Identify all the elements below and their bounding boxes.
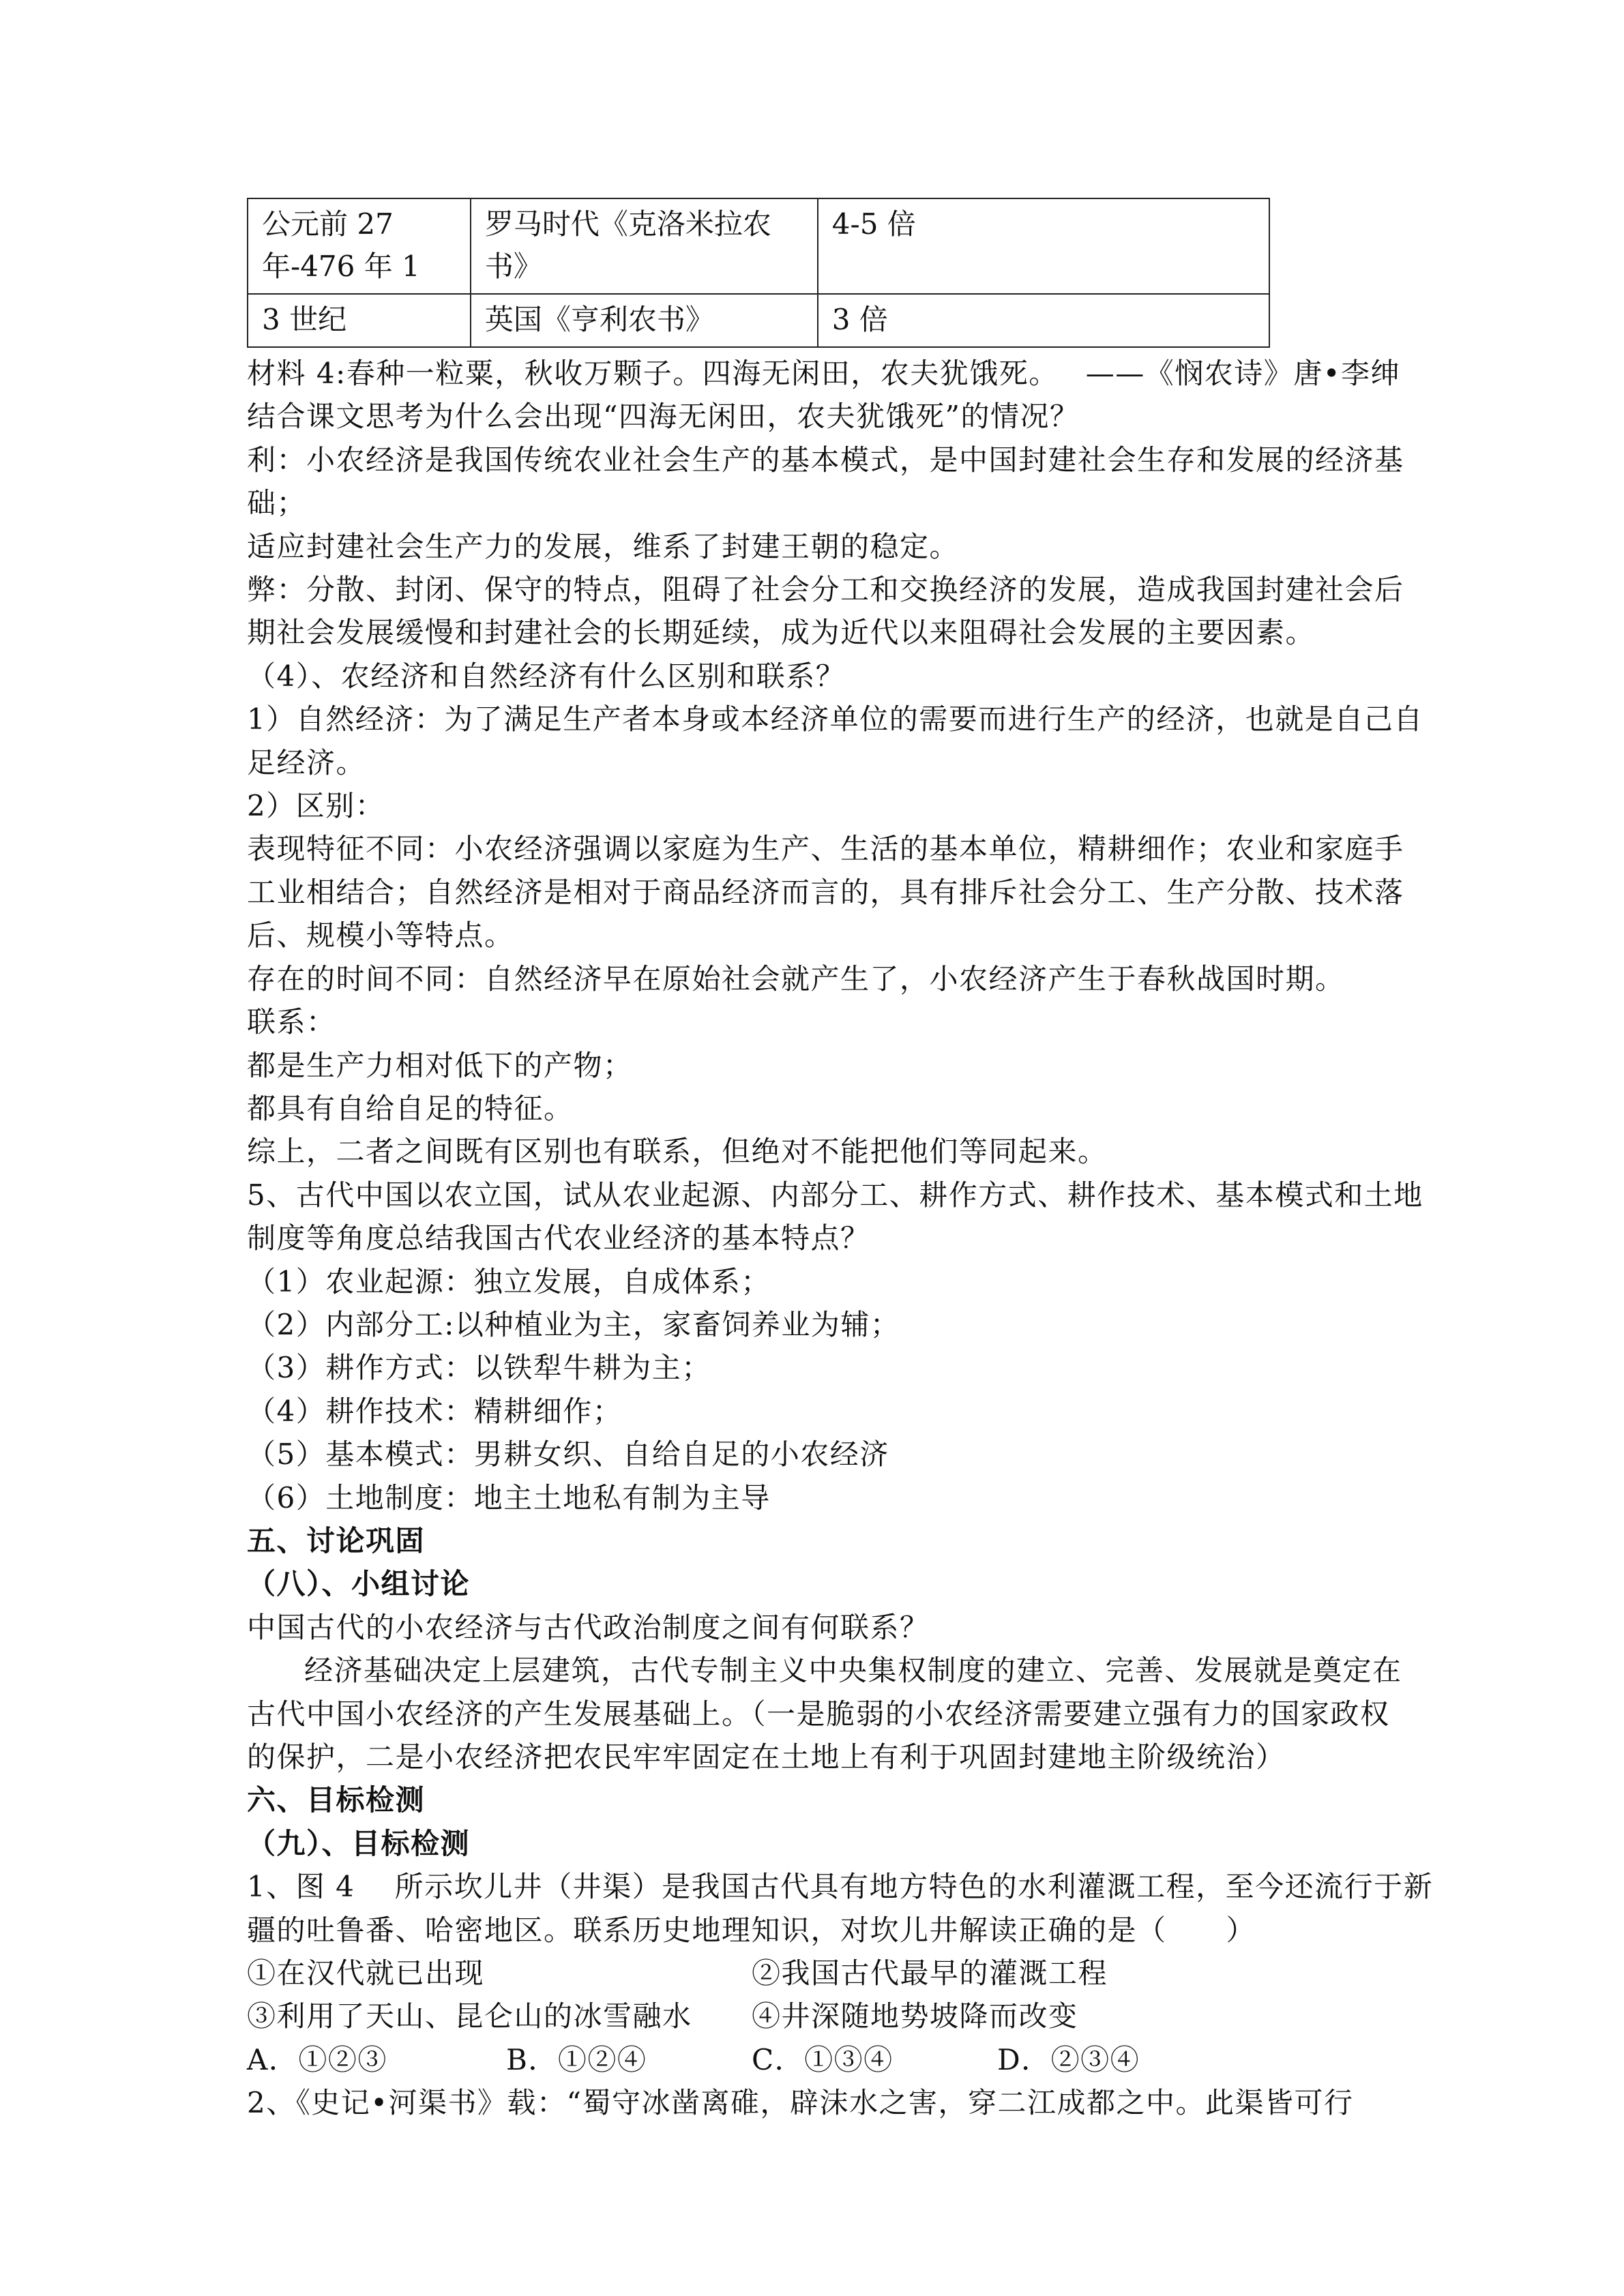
table-cell: 罗马时代《克洛米拉农书》 xyxy=(471,198,818,294)
text-line: 期社会发展缓慢和封建社会的长期延续，成为近代以来阻碍社会发展的主要因素。 xyxy=(247,616,1316,650)
text-line: 弊：分散、封闭、保守的特点，阻碍了社会分工和交换经济的发展，造成我国封建社会后 xyxy=(247,573,1404,607)
answer-choice: C．①③④ xyxy=(752,2042,894,2076)
text-line: 利：小农经济是我国传统农业社会生产的基本模式，是中国封建社会生存和发展的经济基 xyxy=(247,443,1404,477)
section-heading: 六、目标检测 xyxy=(247,1783,426,1817)
option-item: ②我国古代最早的灌溉工程 xyxy=(752,1956,1108,1991)
question-line: （4）、农经济和自然经济有什么区别和联系？ xyxy=(247,659,846,693)
option-item: ③利用了天山、昆仑山的冰雪融水 xyxy=(247,1999,692,2033)
list-item: （2）内部分工:以种植业为主，家畜饲养业为辅； xyxy=(247,1307,900,1341)
subsection-heading: （九）、目标检测 xyxy=(247,1826,471,1860)
material-quote xyxy=(247,352,1401,395)
text-line: 存在的时间不同：自然经济早在原始社会就产生了，小农经济产生于春秋战国时期。 xyxy=(247,961,1345,996)
table-cell: 3 倍 xyxy=(818,294,1269,347)
quote-source: ——《悯农诗》唐•李绅 xyxy=(1085,357,1401,390)
table-cell: 3 世纪 xyxy=(248,294,471,347)
answer-choice: D．②③④ xyxy=(997,2042,1140,2076)
text-line: 的保护，二是小农经济把农民牢牢固定在土地上有利于巩固封建地主阶级统治） xyxy=(247,1740,1286,1774)
table-row xyxy=(248,294,1269,347)
text-line: 表现特征不同：小农经济强调以家庭为生产、生活的基本单位，精耕细作；农业和家庭手 xyxy=(247,832,1404,866)
question-line: 5、古代中国以农立国，试从农业起源、内部分工、耕作方式、耕作技术、基本模式和土地 xyxy=(247,1178,1423,1212)
list-item: （6）土地制度：地主土地私有制为主导 xyxy=(247,1480,771,1515)
text-line: 足经济。 xyxy=(247,745,366,779)
question-line: 中国古代的小农经济与古代政治制度之间有何联系？ xyxy=(247,1610,930,1644)
document-page xyxy=(247,198,1434,2125)
question-line: 结合课文思考为什么会出现“四海无闲田，农夫犹饿死”的情况？ xyxy=(247,400,1080,434)
list-item: （1）农业起源：独立发展，自成体系； xyxy=(247,1264,771,1298)
answer-choice: A．①②③ xyxy=(247,2042,387,2076)
list-item: （3）耕作方式：以铁犁牛耕为主； xyxy=(247,1351,711,1385)
subsection-heading: （八）、小组讨论 xyxy=(247,1567,471,1601)
answer-row xyxy=(247,2038,1386,2081)
text-line: 2）区别： xyxy=(247,789,385,823)
question-line: 疆的吐鲁番、哈密地区。联系历史地理知识，对坎儿井解读正确的是（ ） xyxy=(247,1913,1256,1947)
option-row xyxy=(247,1995,1386,2038)
option-row xyxy=(247,1952,1386,1995)
section-heading: 五、讨论巩固 xyxy=(247,1523,426,1557)
question-line: 制度等角度总结我国古代农业经济的基本特点？ xyxy=(247,1221,870,1255)
text-line: 综上，二者之间既有区别也有联系，但绝对不能把他们等同起来。 xyxy=(247,1135,1108,1169)
text-line: 联系： xyxy=(247,1005,336,1039)
text-line: 1）自然经济：为了满足生产者本身或本经济单位的需要而进行生产的经济，也就是自己自 xyxy=(247,702,1423,736)
table-cell: 4-5 倍 xyxy=(818,198,1269,294)
option-item: ①在汉代就已出现 xyxy=(247,1956,485,1991)
answer-choice: B．①②④ xyxy=(506,2042,647,2076)
list-item: （4）耕作技术：精耕细作； xyxy=(247,1394,623,1428)
text-line: 古代中国小农经济的产生发展基础上。（一是脆弱的小农经济需要建立强有力的国家政权 xyxy=(247,1697,1390,1731)
text-line: 都具有自给自足的特征。 xyxy=(247,1091,574,1125)
text-line: 经济基础决定上层建筑，古代专制主义中央集权制度的建立、完善、发展就是奠定在 xyxy=(304,1654,1402,1688)
question-line: 1、图 4 所示坎儿井（井渠）是我国古代具有地方特色的水利灌溉工程，至今还流行于新 xyxy=(247,1870,1434,1904)
list-item: （5）基本模式：男耕女织、自给自足的小农经济 xyxy=(247,1437,889,1472)
quote-text: 材料 4:春种一粒粟，秋收万颗子。四海无闲田，农夫犹饿死。 xyxy=(247,357,1059,390)
table-cell: 英国《亨利农书》 xyxy=(471,294,818,347)
text-line: 工业相结合；自然经济是相对于商品经济而言的，具有排斥社会分工、生产分散、技术落 xyxy=(247,875,1404,909)
table-row xyxy=(248,198,1269,294)
document-body xyxy=(247,352,1434,2125)
option-item: ④井深随地势坡降而改变 xyxy=(752,1999,1078,2033)
text-line: 适应封建社会生产力的发展，维系了封建王朝的稳定。 xyxy=(247,529,960,563)
text-line: 础； xyxy=(247,486,307,520)
text-line: 后、规模小等特点。 xyxy=(247,919,514,953)
table-cell: 公元前 27 年-476 年 1 xyxy=(248,198,471,294)
comparison-table xyxy=(247,198,1270,348)
question-line: 2、《史记•河渠书》载：“蜀守冰凿离碓，辟沫水之害，穿二江成都之中。此渠皆可行 xyxy=(247,2086,1354,2120)
text-line: 都是生产力相对低下的产物； xyxy=(247,1048,633,1082)
